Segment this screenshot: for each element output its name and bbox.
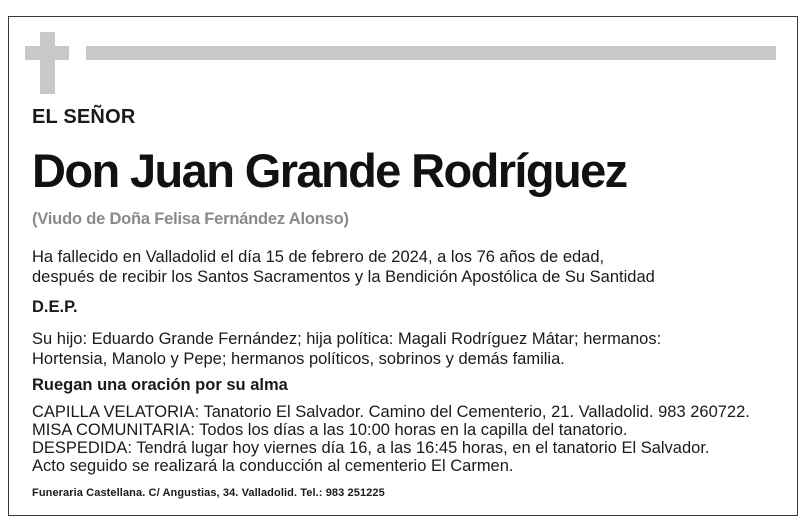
announcement-line-1: Ha fallecido en Valladolid el día 15 de febrero de 2024, a los 76 años de edad, (32, 248, 605, 266)
title-label: EL SEÑOR (32, 106, 136, 128)
prayer-request: Ruegan una oración por su alma (32, 376, 288, 394)
cross-icon-vertical (40, 32, 55, 94)
funeral-home-footer: Funeraria Castellana. C/ Angustias, 34. Valladolid. Tel.: 983 251225 (32, 487, 385, 499)
deceased-name: Don Juan Grande Rodríguez (32, 144, 627, 197)
cross-icon-horizontal (25, 46, 69, 60)
services-line-2: MISA COMUNITARIA: Todos los días a las 10:00 horas en la capilla del tanatorio. (32, 421, 628, 439)
announcement-paragraph (32, 247, 655, 287)
family-line-1: Su hijo: Eduardo Grande Fernández; hija política: Magali Rodríguez Mátar; hermanos: (32, 330, 662, 348)
family-paragraph (32, 329, 661, 369)
dep-label: D.E.P. (32, 298, 78, 316)
services-line-1: CAPILLA VELATORIA: Tanatorio El Salvador. Camino del Cementerio, 21. Valladolid. 983 260722. (32, 403, 750, 421)
widow-note: (Viudo de Doña Felisa Fernández Alonso) (32, 210, 349, 228)
header-rule (86, 46, 776, 60)
family-line-2: Hortensia, Manolo y Pepe; hermanos políticos, sobrinos y demás familia. (32, 350, 565, 368)
services-line-4: Acto seguido se realizará la conducción al cementerio El Carmen. (32, 457, 514, 475)
announcement-line-2: después de recibir los Santos Sacramentos y la Bendición Apostólica de Su Santidad (32, 268, 655, 286)
services-line-3: DESPEDIDA: Tendrá lugar hoy viernes día 16, a las 16:45 horas, en el tanatorio El Salvador. (32, 439, 710, 457)
services-paragraph (32, 403, 750, 475)
